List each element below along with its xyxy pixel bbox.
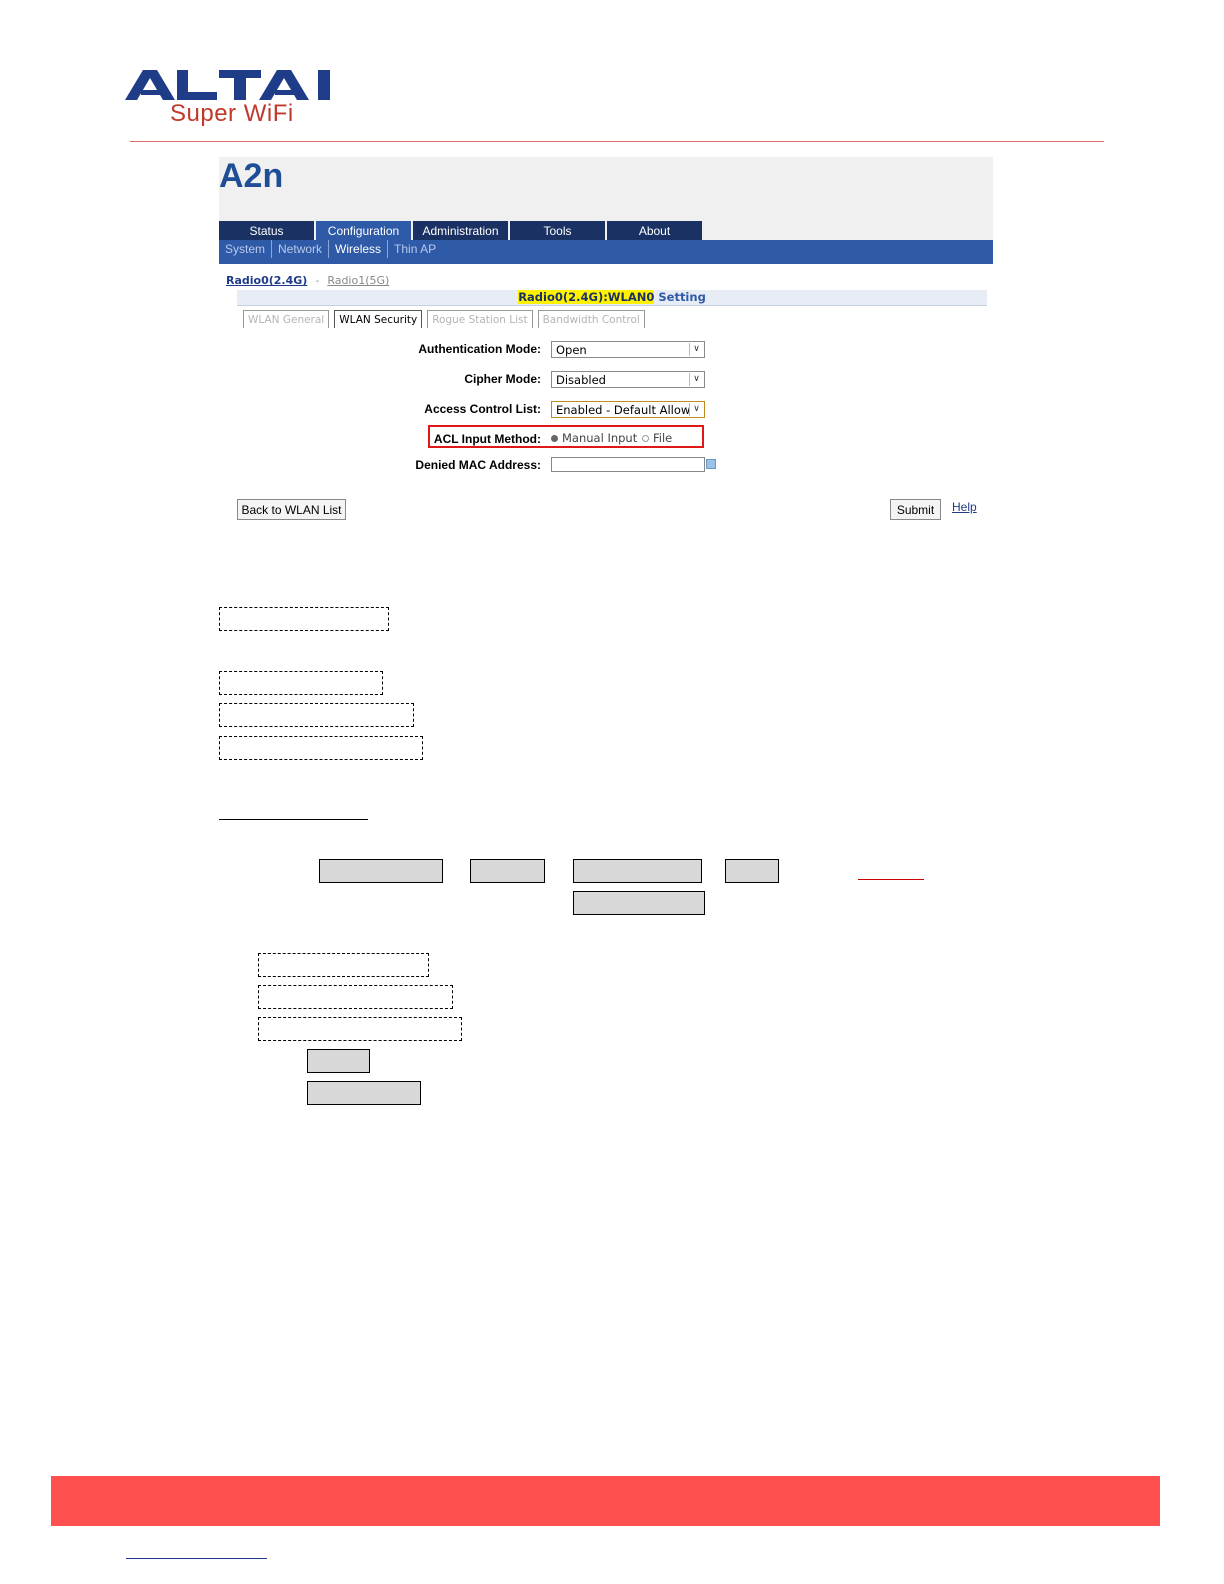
tab-about[interactable]: About xyxy=(607,221,702,240)
radio0-link[interactable]: Radio0(2.4G) xyxy=(226,274,308,287)
redacted-grey-box xyxy=(319,859,443,883)
tab-status[interactable]: Status xyxy=(219,221,314,240)
redacted-grey-box xyxy=(573,891,705,915)
acl-value: Enabled - Default Allow xyxy=(556,403,691,417)
main-tabs xyxy=(219,221,704,240)
wlan-subtabs xyxy=(243,310,650,328)
subtab-rogue-station-list[interactable]: Rogue Station List xyxy=(427,310,532,328)
cipher-mode-value: Disabled xyxy=(556,373,606,387)
redacted-grey-box xyxy=(307,1049,370,1073)
redacted-grey-box xyxy=(725,859,779,883)
redacted-box xyxy=(258,953,429,977)
tab-tools[interactable]: Tools xyxy=(510,221,605,240)
radio1-link[interactable]: Radio1(5G) xyxy=(327,274,390,287)
cipher-mode-select[interactable] xyxy=(551,371,705,388)
setting-title-bar xyxy=(237,290,987,306)
submit-button[interactable]: Submit xyxy=(890,499,941,520)
acl-select[interactable] xyxy=(551,401,705,418)
redacted-grey-box xyxy=(307,1081,421,1105)
cipher-mode-label: Cipher Mode: xyxy=(464,372,541,386)
auth-mode-value: Open xyxy=(556,343,587,357)
altai-logo xyxy=(125,68,335,102)
logo-tagline: Super WiFi xyxy=(170,100,294,127)
acl-input-manual-option[interactable] xyxy=(551,431,637,445)
denied-mac-label: Denied MAC Address: xyxy=(415,458,541,472)
acl-input-method-label: ACL Input Method: xyxy=(433,432,541,446)
auth-mode-select[interactable] xyxy=(551,341,705,358)
redacted-grey-box xyxy=(470,859,545,883)
underline-bar xyxy=(219,819,368,820)
redacted-box xyxy=(258,1017,462,1041)
device-title: A2n xyxy=(219,157,284,195)
back-to-wlan-list-button[interactable]: Back to WLAN List xyxy=(237,499,346,520)
setting-title-rest: Setting xyxy=(658,290,706,304)
footer-link-underline xyxy=(126,1558,267,1559)
acl-input-file-label: File xyxy=(653,431,673,445)
subtab-wlan-security[interactable]: WLAN Security xyxy=(334,310,422,328)
auth-mode-label: Authentication Mode: xyxy=(418,342,541,356)
acl-input-manual-label: Manual Input xyxy=(562,431,638,445)
subnav-thin-ap[interactable]: Thin AP xyxy=(394,242,437,256)
tab-configuration[interactable]: Configuration xyxy=(316,221,411,240)
chevron-down-icon: ∨ xyxy=(689,343,703,356)
subtab-wlan-general[interactable]: WLAN General xyxy=(243,310,329,328)
redacted-box xyxy=(258,985,453,1009)
acl-label: Access Control List: xyxy=(424,402,541,416)
redacted-box xyxy=(219,736,423,760)
red-underline xyxy=(858,879,924,880)
footer-band xyxy=(51,1476,1160,1526)
radio-unselected-icon xyxy=(642,435,649,442)
setting-title-highlight: Radio0(2.4G):WLAN0 xyxy=(518,290,655,304)
help-link[interactable]: Help xyxy=(952,500,977,514)
ui-header xyxy=(219,157,993,240)
sub-navigation xyxy=(219,240,993,264)
chevron-down-icon: ∨ xyxy=(689,373,703,386)
radio-selector xyxy=(226,274,389,287)
subnav-network[interactable]: Network xyxy=(278,240,329,258)
list-icon[interactable] xyxy=(706,459,716,469)
acl-input-file-option[interactable] xyxy=(642,431,672,445)
redacted-box xyxy=(219,607,389,631)
radio-separator: - xyxy=(315,274,320,287)
radio-selected-icon xyxy=(551,435,558,442)
subnav-system[interactable]: System xyxy=(225,240,272,258)
subtab-bandwidth-control[interactable]: Bandwidth Control xyxy=(538,310,645,328)
redacted-box xyxy=(219,671,383,695)
header-rule xyxy=(130,141,1104,142)
subnav-wireless[interactable]: Wireless xyxy=(335,240,388,258)
web-ui-screenshot xyxy=(219,157,993,552)
redacted-box xyxy=(219,703,414,727)
redacted-grey-box xyxy=(573,859,702,883)
chevron-down-icon: ∨ xyxy=(689,403,703,416)
tab-administration[interactable]: Administration xyxy=(413,221,508,240)
denied-mac-input[interactable] xyxy=(551,457,705,472)
